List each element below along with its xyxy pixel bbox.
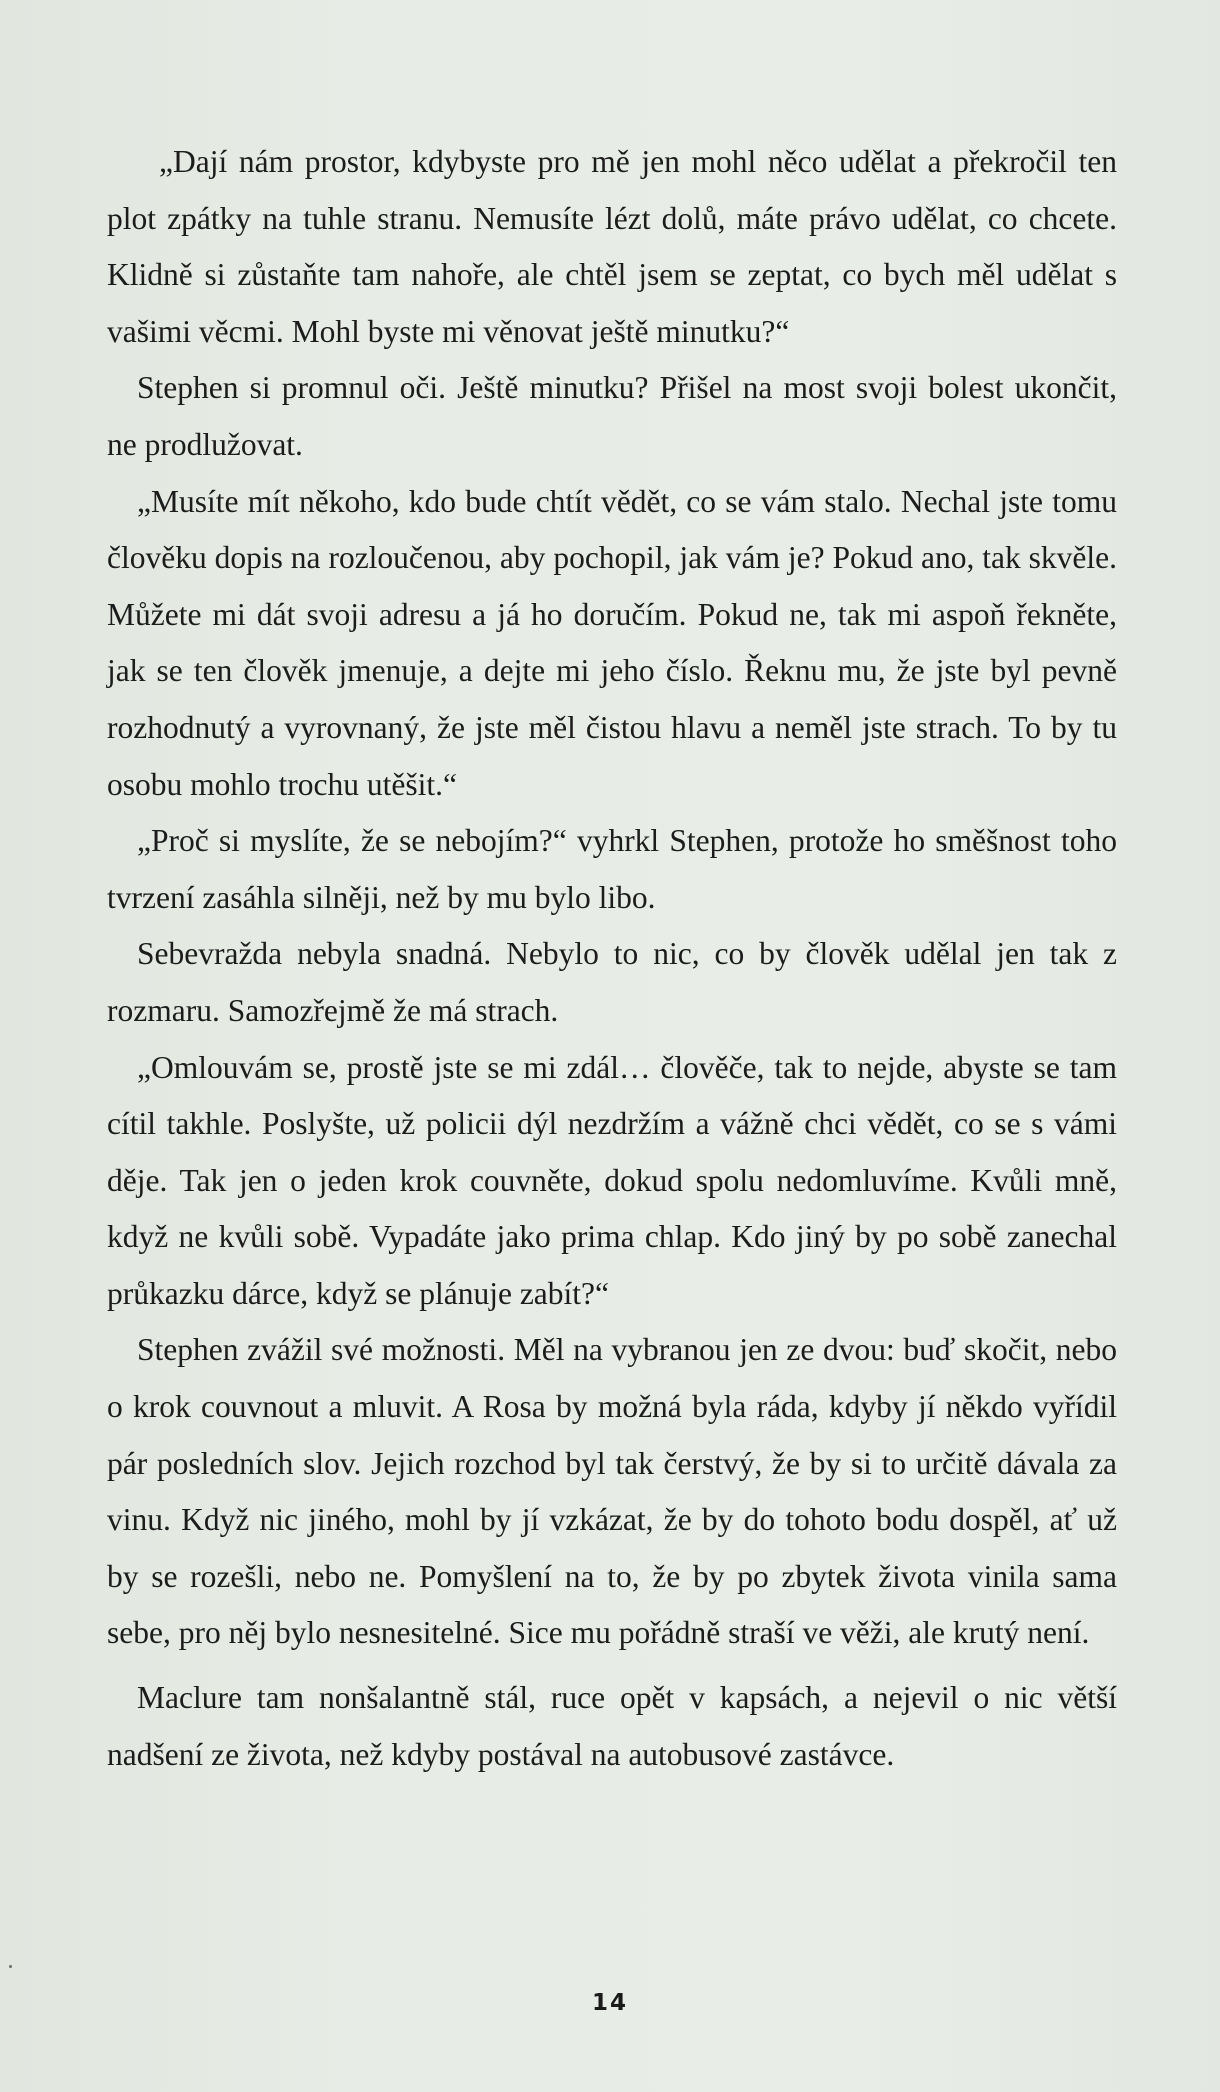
paragraph: „Dají nám prostor, kdybyste pro mě jen mohl něco udělat a překročil ten plot zpátky na tuhle stranu. Nemusíte lézt dolů, máte právo udělat, co chcete. Klidně si zůstaňte tam nahoře, ale chtěl jsem se zeptat, co bych měl udělat s vašimi věcmi. Mohl byste mi věnovat ještě minutku?“ bbox=[107, 144, 1117, 349]
paragraph: „Proč si myslíte, že se nebojím?“ vyhrkl Stephen, protože ho směšnost toho tvrzení zasáhla silněji, než by mu bylo libo. bbox=[107, 823, 1117, 915]
paragraph: „Omlouvám se, prostě jste se mi zdál… člověče, tak to nejde, abyste se tam cítil takhle. Poslyšte, už policii dýl nezdržím a vážně chci vědět, co se s vámi děje. Tak jen o jeden krok couvněte, dokud spolu nedomluvíme. Kvůli mně, když ne kvůli sobě. Vypadáte jako prima chlap. Kdo jiný by po sobě zanechal průkazku dárce, když se plánuje zabít?“ bbox=[107, 1049, 1117, 1311]
paragraph: Stephen si promnul oči. Ještě minutku? Přišel na most svoji bolest ukončit, ne prodlužovat. bbox=[107, 370, 1117, 462]
paper-speck bbox=[9, 1965, 12, 1968]
paragraph: Sebevražda nebyla snadná. Nebylo to nic, co by člověk udělal jen tak z rozmaru. Samozřejmě že má strach. bbox=[107, 936, 1117, 1028]
page-number: 14 bbox=[591, 1990, 628, 2016]
paragraph: „Musíte mít někoho, kdo bude chtít vědět, co se vám stalo. Nechal jste tomu člověku dopis na rozloučenou, aby pochopil, jak vám je? Pokud ano, tak skvěle. Můžete mi dát svoji adresu a já ho doručím. Pokud ne, tak mi aspoň řekněte, jak se ten člověk jmenuje, a dejte mi jeho číslo. Řeknu mu, že jste byl pevně rozhodnutý a vyrovnaný, že jste měl čistou hlavu a neměl jste strach. To by tu osobu mohlo trochu utěšit.“ bbox=[107, 483, 1117, 802]
body-text bbox=[107, 134, 1117, 1783]
paragraph: Stephen zvážil své možnosti. Měl na vybranou jen ze dvou: buď skočit, nebo o krok couvnout a mluvit. A Rosa by možná byla ráda, kdyby jí někdo vyřídil pár posledních slov. Jejich rozchod byl tak čerstvý, že by si to určitě dávala za vinu. Když nic jiného, mohl by jí vzkázat, že by do tohoto bodu dospěl, ať už by se rozešli, nebo ne. Pomyšlení na to, že by po zbytek života vinila sama sebe, pro něj bylo nesnesitelné. Sice mu pořádně straší ve věži, ale krutý není. bbox=[107, 1332, 1117, 1651]
paragraph: Maclure tam nonšalantně stál, ruce opět v kapsách, a nejevil o nic větší nadšení ze života, než kdyby postával na autobusové zastávce. bbox=[107, 1680, 1117, 1772]
